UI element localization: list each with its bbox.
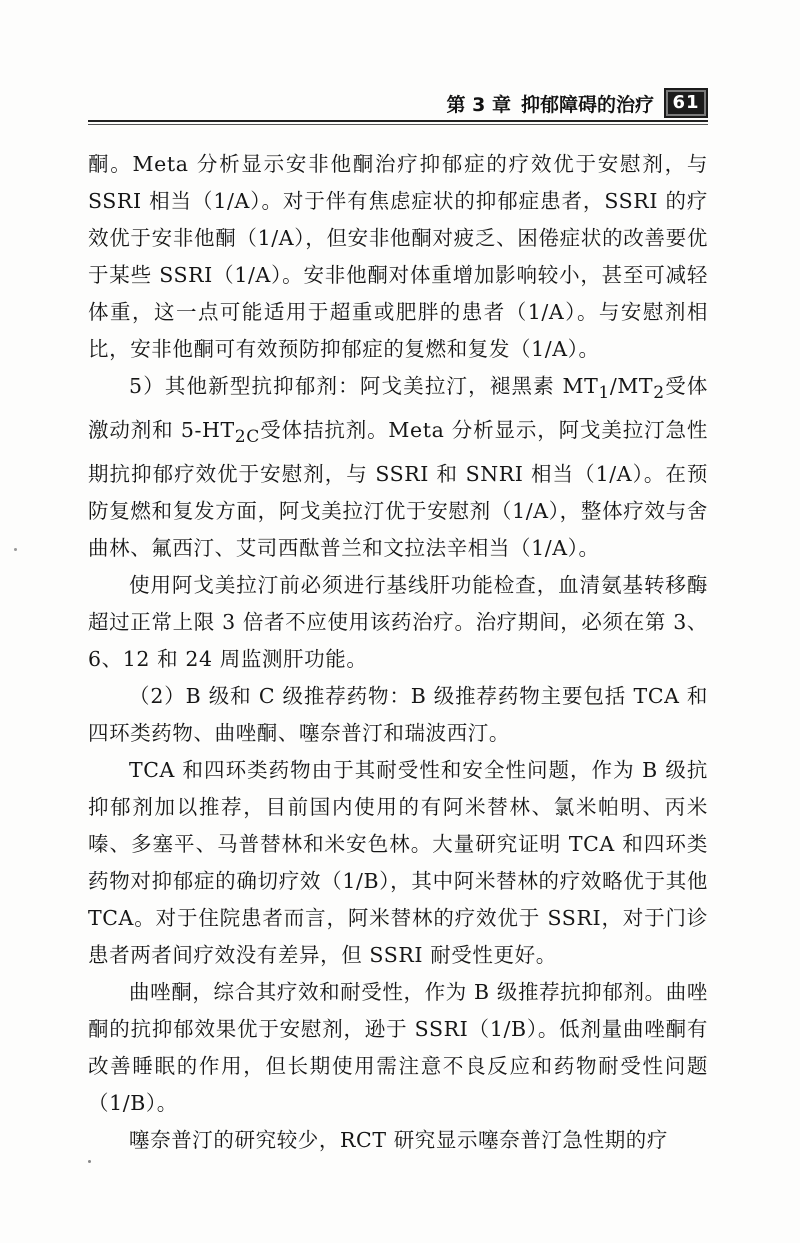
agomelatine-text-3: 受体激动剂和 5-HT [88,374,708,443]
subscript-1: 1 [598,383,610,404]
header-rule-thin [88,124,708,125]
paragraph-trazodone: 曲唑酮，综合其疗效和耐受性，作为 B 级推荐抗抑郁剂。曲唑酮的抗抑郁效果优于安慰剂，逊于 SSRI（1/B）。低剂量曲唑酮有改善睡眠的作用，但长期使用需注意不良反应和药物耐受性问题（1/B）。 [88,980,708,1116]
paragraph-bupropion: 酮。Meta 分析显示安非他酮治疗抑郁症的疗效优于安慰剂，与 SSRI 相当（1/A）。对于伴有焦虑症状的抑郁症患者，SSRI 的疗效优于安非他酮（1/A），但安非他酮对疲乏、困倦症状的改善要优于某些 SSRI（1/A）。安非他酮对体重增加影响较小，甚至可减轻体重，这一点可能适用于超重或肥胖的患者（1/A）。与安慰剂相比，安非他酮可有效预防抑郁症的复燃和复发（1/A）。 [88,152,708,361]
paragraph-grade-bc: （2）B 级和 C 级推荐药物：B 级推荐药物主要包括 TCA 和四环类药物、曲唑酮、噻奈普汀和瑞波西汀。 [88,684,708,746]
subscript-2: 2 [653,383,665,404]
paragraph-tca: TCA 和四环类药物由于其耐受性和安全性问题，作为 B 级抗抑郁剂加以推荐，目前国内使用的有阿米替林、氯米帕明、丙米嗪、多塞平、马普替林和米安色林。大量研究证明 TCA 和四环类药物对抑郁症的确切疗效（1/B），其中阿米替林的疗效略优于其他 TCA。对于住院患者而言，阿米替林的疗效优于 SSRI，对于门诊患者两者间疗效没有差异，但 SSRI 耐受性更好。 [88,758,708,968]
paragraph-tianeptine: 噻奈普汀的研究较少，RCT 研究显示噻奈普汀急性期的疗 [129,1128,669,1153]
scan-speck-edge [14,548,17,551]
agomelatine-text-2: /MT [609,374,654,398]
running-header [447,88,708,118]
scan-speck [88,1160,91,1163]
agomelatine-text-1: 5）其他新型抗抑郁剂：阿戈美拉汀，褪黑素 MT [129,374,599,398]
body-text [88,146,708,1159]
chapter-title: 抑郁障碍的治疗 [520,93,654,116]
agomelatine-text-4: 受体拮抗剂。Meta 分析显示，阿戈美拉汀急性期抗抑郁疗效优于安慰剂，与 SSRI 和 SNRI 相当（1/A）。在预防复燃和复发方面，阿戈美拉汀优于安慰剂（1/A），整体疗效与舍曲林、氟西汀、艾司西酞普兰和文拉法辛相当（1/A）。 [88,418,708,561]
subscript-2c: 2C [234,427,260,448]
header-rule [88,120,708,122]
chapter-label: 第 3 章 [446,93,511,116]
paragraph-liver-monitoring: 使用阿戈美拉汀前必须进行基线肝功能检查，血清氨基转移酶超过正常上限 3 倍者不应使用该药治疗。治疗期间，必须在第 3、6、12 和 24 周监测肝功能。 [88,573,708,672]
page-number: 61 [664,88,708,118]
paragraph-agomelatine [88,368,708,567]
